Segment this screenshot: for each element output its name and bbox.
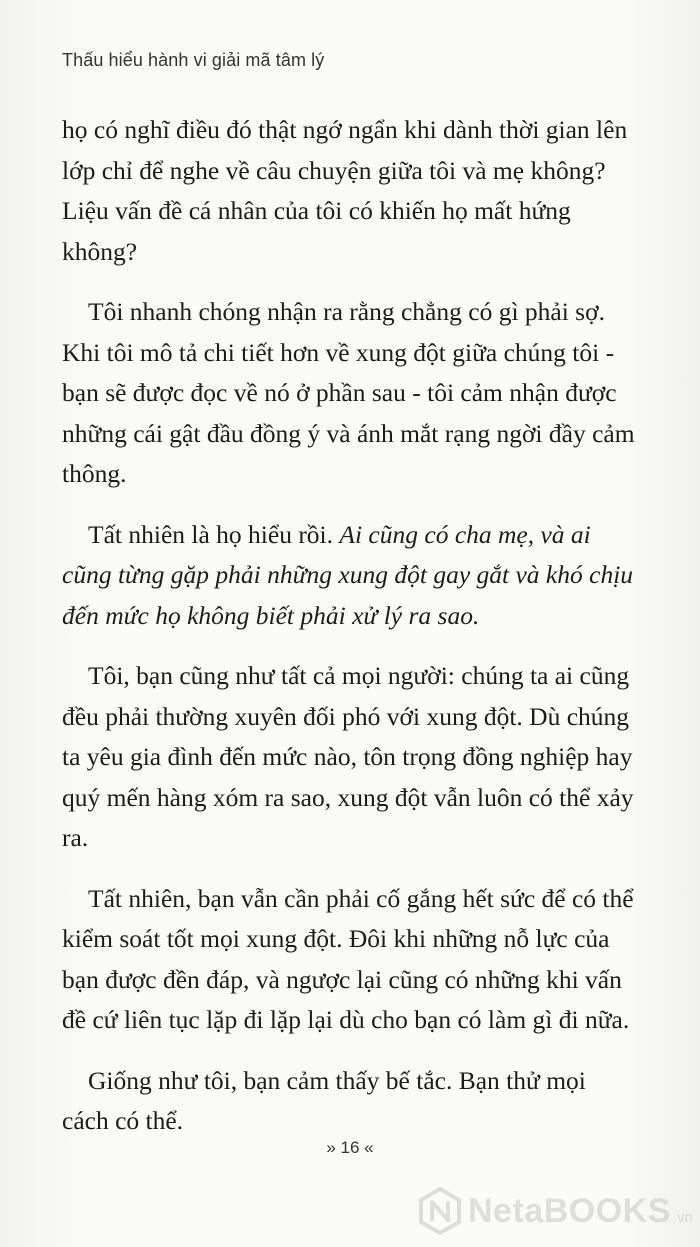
paragraph-6: Giống như tôi, bạn cảm thấy bế tắc. Bạn thử mọi cách có thể. [62, 1065, 586, 1135]
paragraph-1: họ có nghĩ điều đó thật ngớ ngẩn khi dành thời gian lên lớp chỉ để nghe về câu chuyện giữa tôi và mẹ không? Liệu vấn đề cá nhân của tôi có khiến họ mất hứng không? [62, 115, 628, 266]
paragraph-3-italic: Ai cũng có cha mẹ, và ai cũng từng gặp phải những xung đột gay gắt và khó chịu đến mức họ không biết phải xử lý ra sao. [62, 519, 634, 630]
netabooks-logo-icon [418, 1187, 462, 1235]
watermark [418, 1186, 693, 1236]
paragraph-5: Tất nhiên, bạn vẫn cần phải cố gắng hết sức để có thể kiểm soát tốt mọi xung đột. Đôi khi những nỗ lực của bạn được đền đáp, và ngược lại cũng có những khi vấn đề cứ liên tục lặp đi lặp lại dù cho bạn có làm gì đi nữa. [62, 883, 634, 1034]
paragraph-4: Tôi, bạn cũng như tất cả mọi người: chúng ta ai cũng đều phải thường xuyên đối phó với xung đột. Dù chúng ta yêu gia đình đến mức nào, tôn trọng đồng nghiệp hay quý mến hàng xóm ra sao, xung đột vẫn luôn có thể xảy ra. [62, 661, 634, 852]
paragraph-3 [62, 515, 638, 637]
watermark-brand: NetaBOOKS [468, 1191, 671, 1230]
body-text [62, 110, 638, 1162]
paragraph-2: Tôi nhanh chóng nhận ra rằng chẳng có gì phải sợ. Khi tôi mô tả chi tiết hơn về xung đột giữa chúng tôi - bạn sẽ được đọc về nó ở phần sau - tôi cảm nhận được những cái gật đầu đồng ý và ánh mắt rạng ngời đầy cảm thông. [62, 297, 635, 488]
paragraph-3-plain: Tất nhiên là họ hiểu rồi. [88, 519, 340, 549]
watermark-tld: .vn [672, 1209, 693, 1226]
running-header: Thấu hiểu hành vi giải mã tâm lý [62, 50, 325, 70]
page-number: » 16 « [326, 1138, 374, 1157]
